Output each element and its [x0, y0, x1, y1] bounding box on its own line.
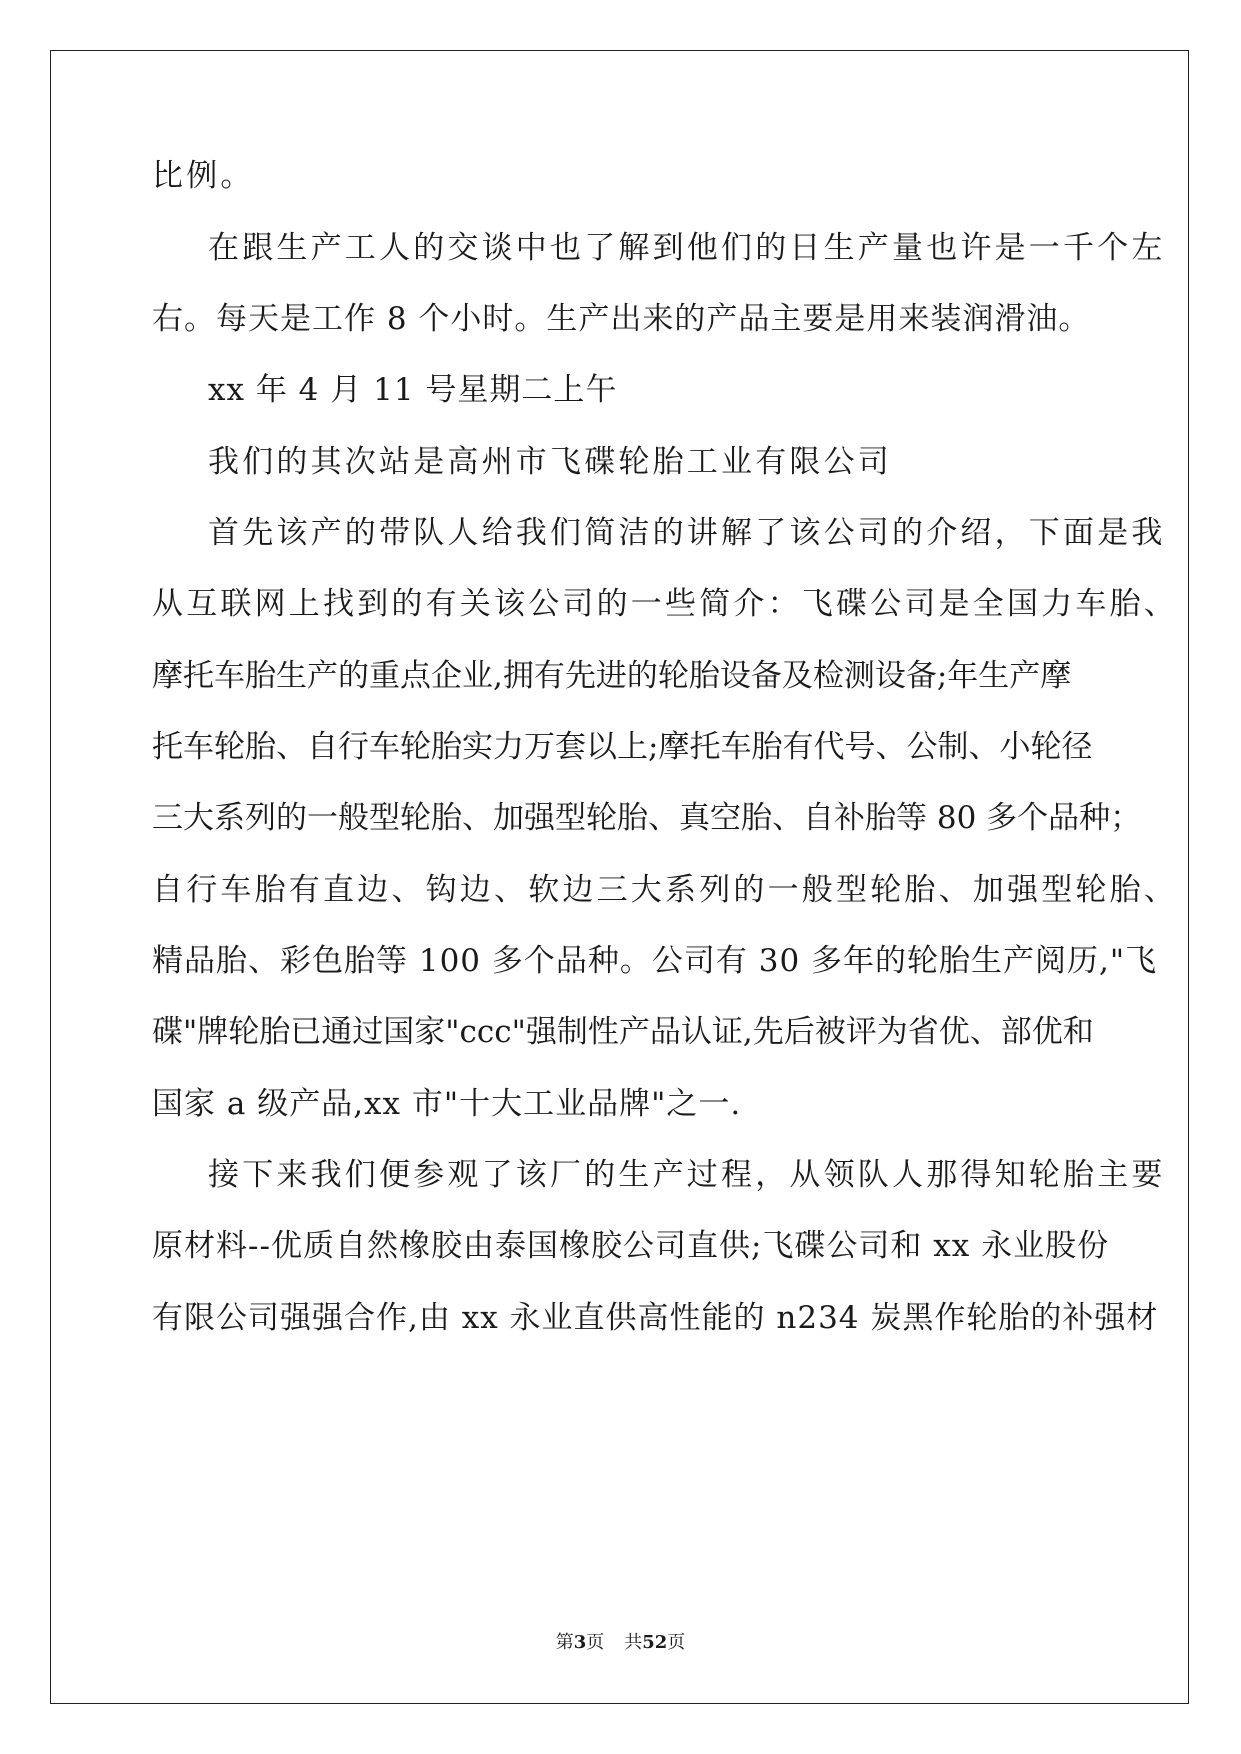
paragraph-line-15: 接下来我们便参观了该厂的生产过程，从领队人那得知轮胎主要 [208, 1157, 1166, 1193]
paragraph-line-2: 在跟生产工人的交谈中也了解到他们的日生产量也许是一千个左 [208, 230, 1166, 266]
text-line-1: 比例。 [152, 158, 255, 194]
paragraph-line-6: 首先该产的带队人给我们简洁的讲解了该公司的介绍，下面是我 [208, 515, 1166, 551]
page-footer [0, 1632, 1241, 1654]
paragraph-line-10: 三大系列的一般型轮胎、加强型轮胎、真空胎、自补胎等 80 多个品种； [152, 800, 1142, 836]
total-pages: 52 [642, 1632, 668, 1653]
paragraph-line-7: 从互联网上找到的有关该公司的一些简介：飞碟公司是全国力车胎、 [152, 586, 1178, 622]
paragraph-line-14: 国家 a 级产品,xx 市"十大工业品牌"之一. [152, 1086, 742, 1122]
paragraph-line-9: 托车轮胎、自行车轮胎实力万套以上;摩托车胎有代号、公制、小轮径 [152, 729, 1093, 765]
total-suffix: 页 [667, 1632, 686, 1653]
paragraph-line-13: 碟"牌轮胎已通过国家"ccc"强制性产品认证,先后被评为省优、部优和 [152, 1014, 1094, 1050]
paragraph-line-11: 自行车胎有直边、钩边、软边三大系列的一般型轮胎、加强型轮胎、 [152, 872, 1178, 908]
paragraph-line-8: 摩托车胎生产的重点企业,拥有先进的轮胎设备及检测设备;年生产摩 [152, 658, 1072, 694]
page-number: 3 [573, 1632, 587, 1653]
paragraph-line-3: 右。每天是工作 8 个小时。生产出来的产品主要是用来装润滑油。 [152, 301, 1091, 337]
paragraph-line-5: 我们的其次站是高州市飞碟轮胎工业有限公司 [208, 444, 892, 480]
date-line: xx 年 4 月 11 号星期二上午 [208, 372, 618, 408]
paragraph-line-12: 精品胎、彩色胎等 100 多个品种。公司有 30 多年的轮胎生产阅历,"飞 [152, 943, 1158, 979]
page-suffix: 页 [586, 1632, 605, 1653]
paragraph-line-17: 有限公司强强合作,由 xx 永业直供高性能的 n234 炭黑作轮胎的补强材 [152, 1300, 1159, 1336]
page-prefix: 第 [555, 1632, 574, 1653]
paragraph-line-16: 原材料--优质自然橡胶由泰国橡胶公司直供;飞碟公司和 xx 永业股份 [152, 1228, 1110, 1264]
total-prefix: 共 [624, 1632, 643, 1653]
